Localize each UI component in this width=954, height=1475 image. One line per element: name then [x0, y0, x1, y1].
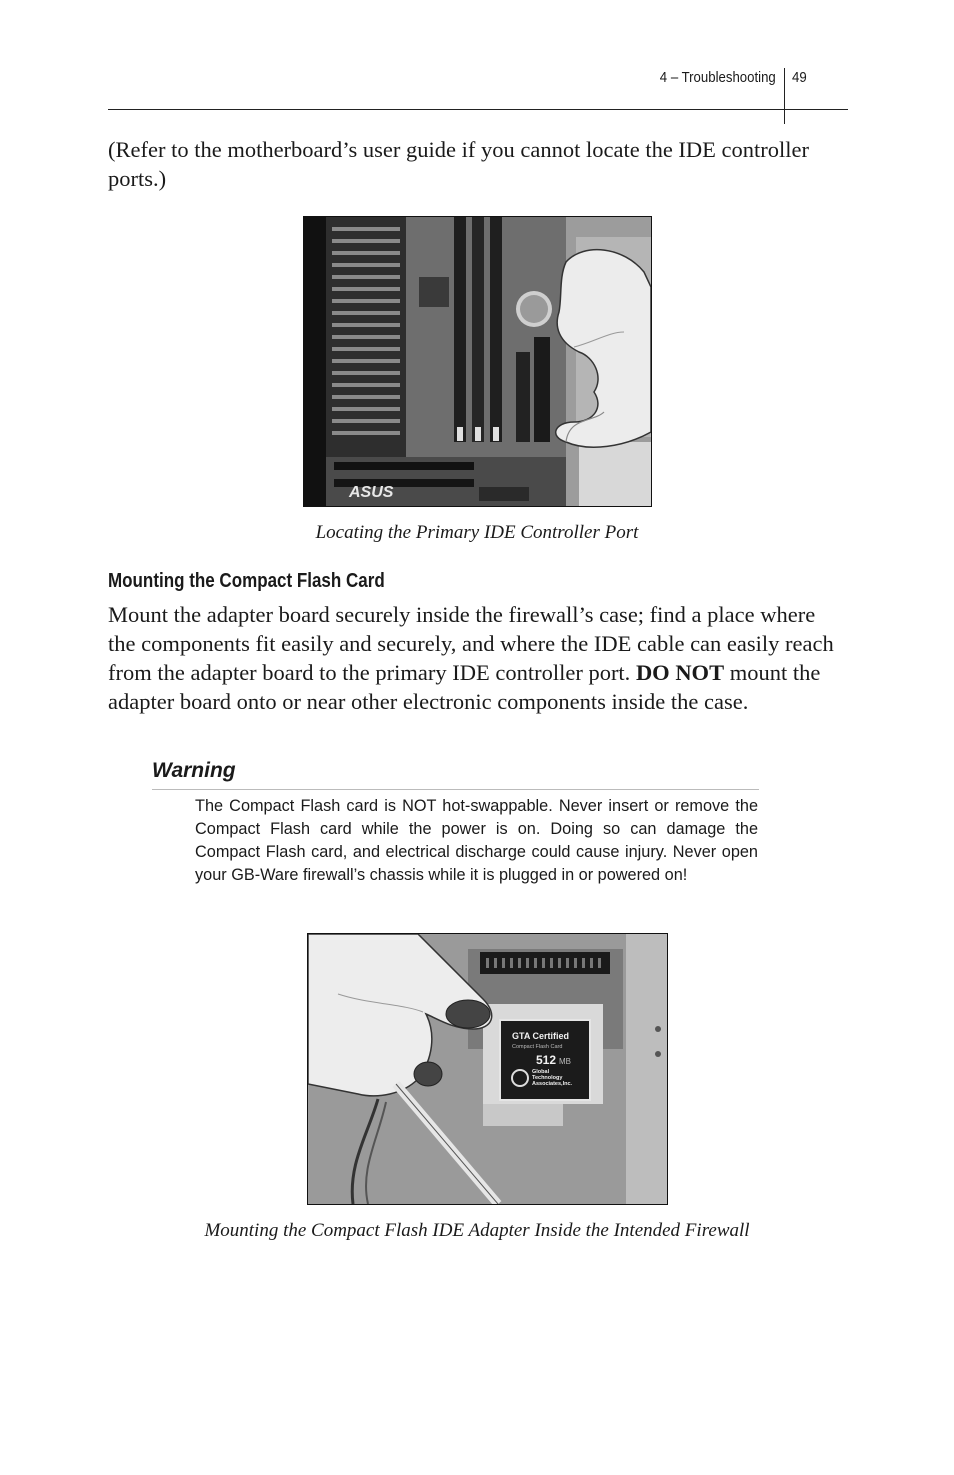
page-number: 49: [792, 69, 807, 86]
card-maker-line2: Technology: [532, 1075, 563, 1081]
section-body: [108, 600, 838, 716]
section-body-part2: mount the adapter board onto or near other electronic components inside the case.: [108, 660, 821, 714]
header-vertical-rule: [784, 68, 785, 124]
section-body-part1: Mount the adapter board securely inside the firewall’s case; find a place where the components fit easily and securely, and where the IDE cable can easily reach from the adapter board to the primary IDE controller port.: [108, 602, 834, 685]
board-brand-label: ASUS: [349, 484, 394, 501]
intro-paragraph: (Refer to the motherboard’s user guide if you cannot locate the IDE controller ports.): [108, 137, 810, 191]
motherboard-photo: [303, 216, 652, 507]
running-header-chapter: 4 – Troubleshooting: [660, 69, 776, 86]
card-capacity: 512: [536, 1053, 557, 1067]
section-body-emphasis: DO NOT: [635, 660, 725, 685]
section-heading: Mounting the Compact Flash Card: [108, 570, 385, 592]
card-unit: MB: [559, 1057, 571, 1066]
compact-flash-photo: [307, 933, 668, 1205]
figure2-caption: Mounting the Compact Flash IDE Adapter Inside the Intended Firewall: [204, 1220, 750, 1241]
warning-title: Warning: [152, 759, 236, 782]
warning-divider: [152, 789, 759, 790]
header-horizontal-rule: [108, 109, 848, 110]
card-maker-line3: Associates,Inc.: [532, 1081, 573, 1087]
warning-text: The Compact Flash card is NOT hot-swappable. Never insert or remove the Compact Flash card while the power is on. Doing so can damage the Compact Flash card, and electrical discharge could cause injury. Never open your GB-Ware firewall’s chassis while it is plugged in or powered on!: [195, 797, 758, 884]
card-subtitle: Compact Flash Card: [512, 1044, 563, 1050]
card-title: GTA Certified: [512, 1031, 570, 1041]
card-maker-line1: Global: [532, 1069, 550, 1075]
figure1-caption: Locating the Primary IDE Controller Port: [315, 522, 639, 543]
